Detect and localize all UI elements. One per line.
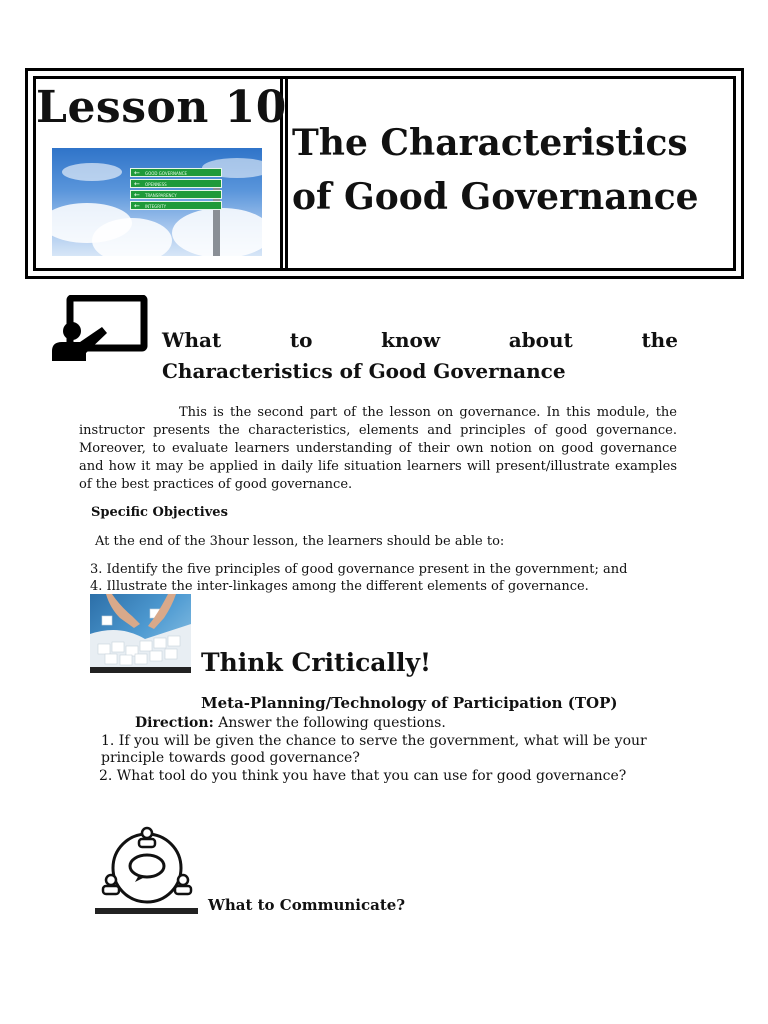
sign-integrity: ← INTEGRITY xyxy=(130,201,222,210)
lesson-title xyxy=(292,116,738,224)
direction-text: Answer the following questions. xyxy=(218,715,446,731)
puzzle-image xyxy=(90,594,191,673)
governance-sign-image xyxy=(52,148,262,256)
meta-planning-subheading: Meta-Planning/Technology of Participation (TOP) xyxy=(201,694,618,712)
teacher-board-icon xyxy=(50,295,150,365)
heading-word: the xyxy=(641,328,678,352)
sign-openness: ← OPENNESS xyxy=(130,179,222,188)
sign-transparency: ← TRANSPARENCY xyxy=(130,190,222,199)
question-item: 1. If you will be given the chance to serve the government, what will be your principle towards good governance? xyxy=(101,733,647,766)
sign-good-governance: ← GOOD GOVERNANCE xyxy=(130,168,222,177)
heading-word: about xyxy=(508,328,573,352)
heading-word: know xyxy=(381,328,441,352)
what-to-know-heading xyxy=(162,325,678,387)
objective-item: 3. Identify the five principles of good governance present in the government; and xyxy=(90,562,628,577)
objective-item: 4. Illustrate the inter-linkages among the different elements of governance. xyxy=(90,579,589,594)
lesson-title-line1: The Characteristics xyxy=(292,122,688,164)
objectives-intro: At the end of the 3hour lesson, the learners should be able to: xyxy=(95,534,505,549)
question-item: 2. What tool do you think you have that you can use for good governance? xyxy=(99,768,627,784)
direction-label: Direction: xyxy=(135,715,214,731)
heading-word: What xyxy=(162,328,222,352)
direction-line xyxy=(135,714,446,733)
lesson-number: Lesson 10 xyxy=(36,82,287,133)
communication-circle-icon xyxy=(95,824,198,914)
heading-word: to xyxy=(289,328,313,352)
objectives-list xyxy=(90,561,627,595)
lesson-title-line2: of Good Governance xyxy=(292,176,699,218)
think-critically-heading: Think Critically! xyxy=(201,648,432,677)
intro-paragraph: This is the second part of the lesson on governance. In this module, the instructor presents the characteristics, elements and principles of good governance. Moreover, to evaluate learners understanding of their own notion on good governance and how it may be applied in daily life situation learners will present/illustrate examples of the best practices of good governance. xyxy=(79,405,677,492)
what-to-know-heading-line2: Characteristics of Good Governance xyxy=(162,359,566,383)
what-to-communicate-heading: What to Communicate? xyxy=(208,896,406,914)
questions-list xyxy=(90,733,680,786)
objectives-title: Specific Objectives xyxy=(91,505,228,520)
